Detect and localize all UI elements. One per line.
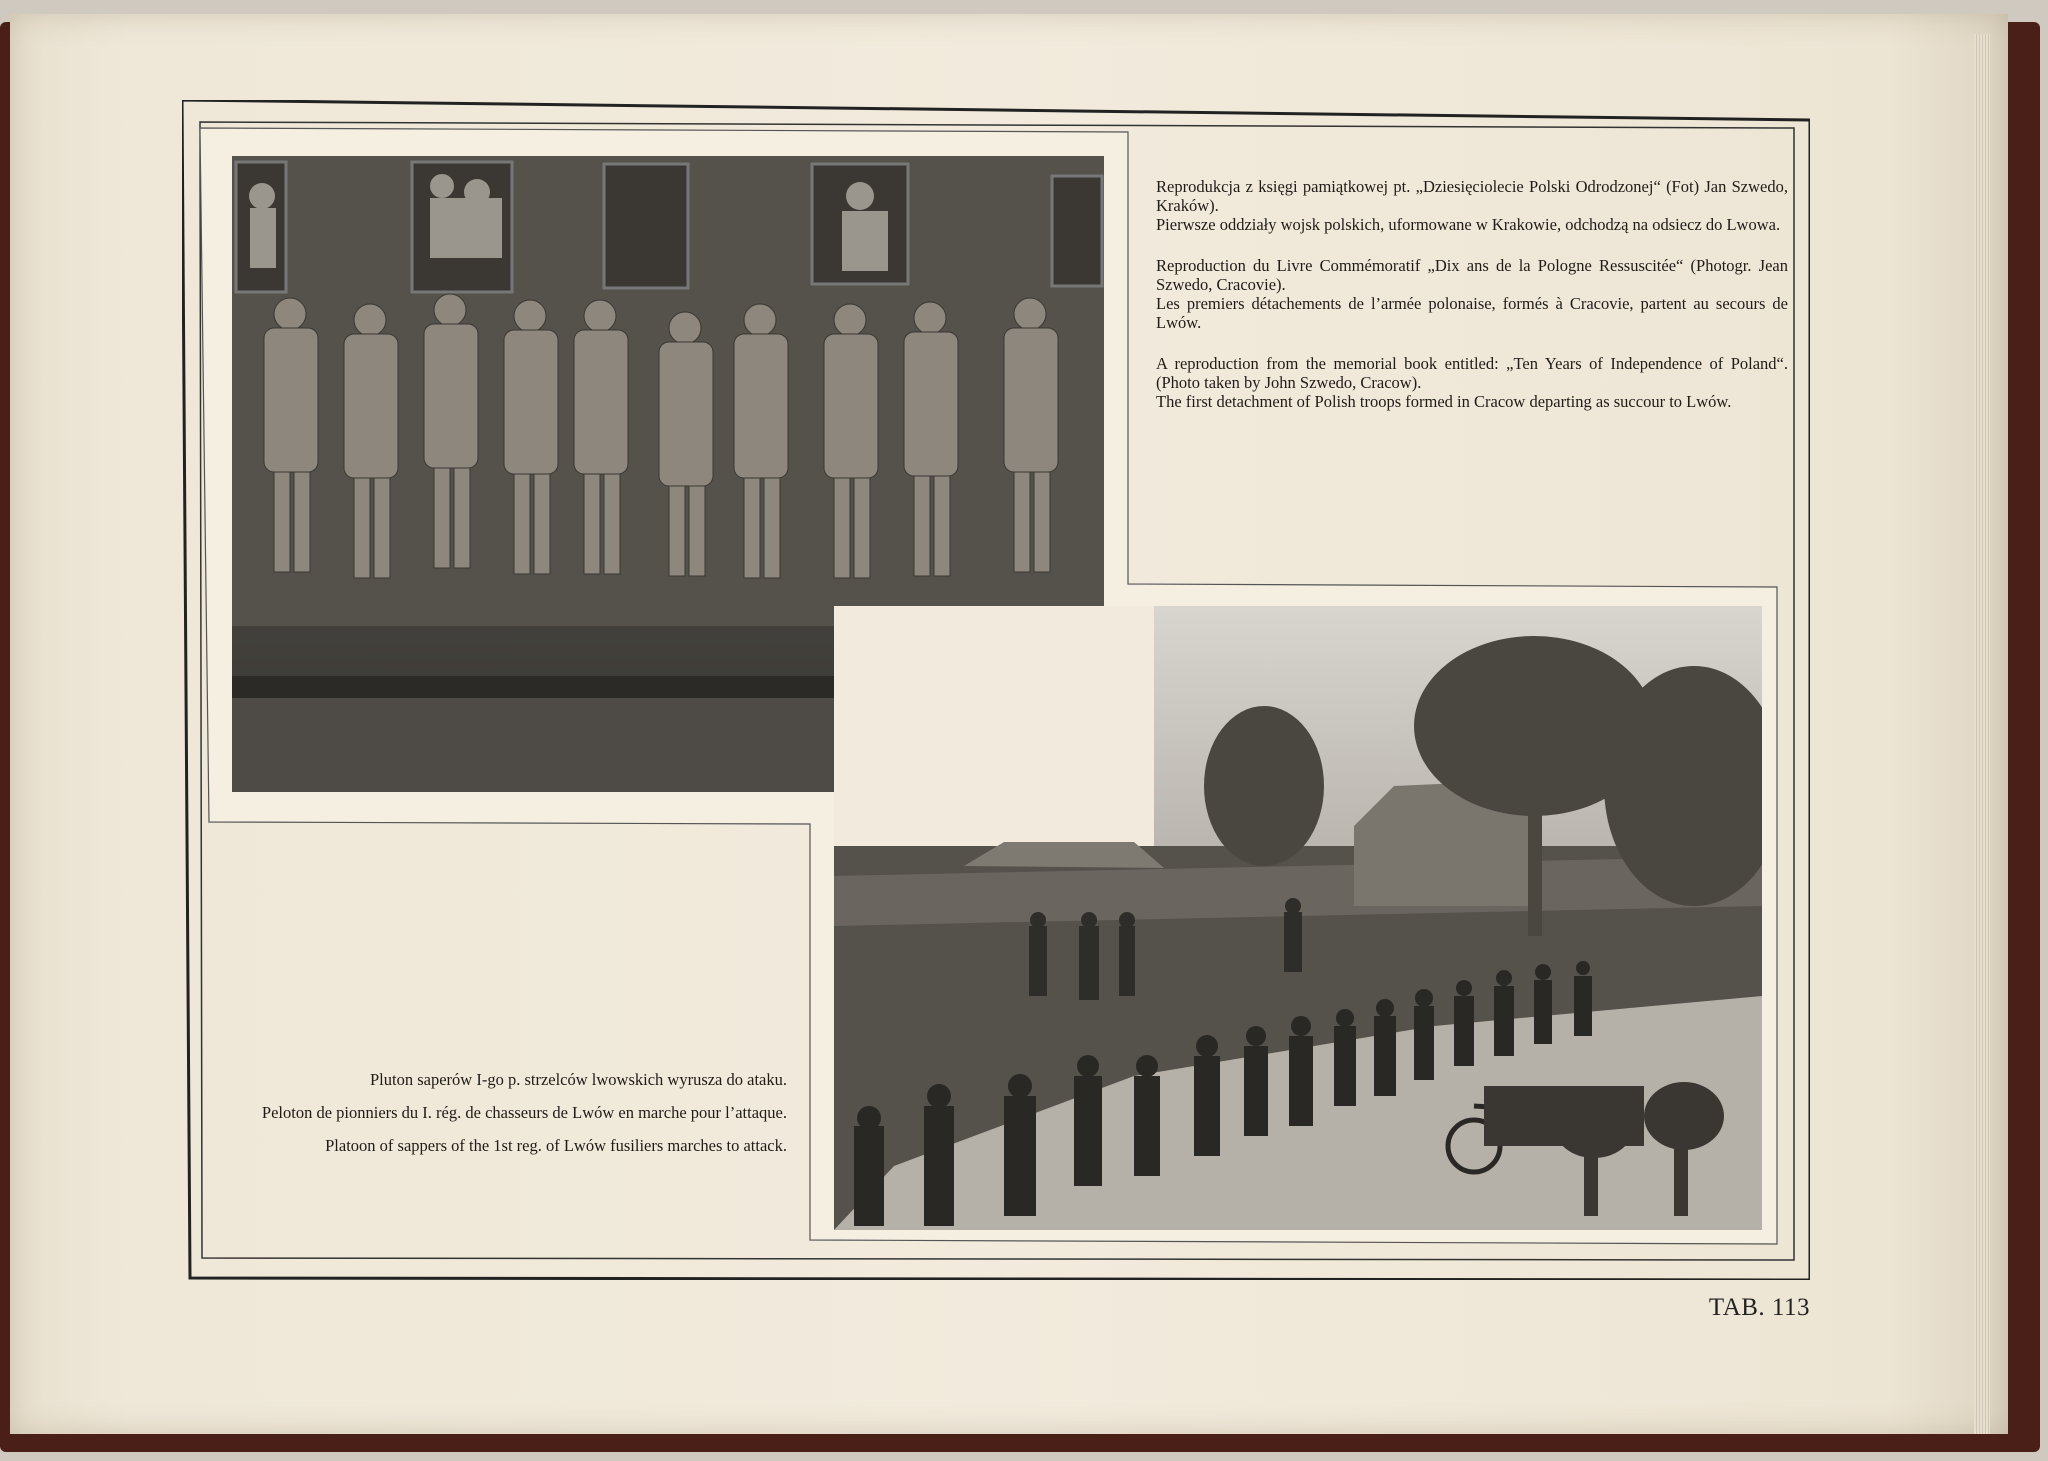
photo-sappers-marching (834, 606, 1762, 1230)
caption-french-source: Reproduction du Livre Commémoratif „Dix ans de la Pologne Ressuscitée“ (Photogr. Jean Szwedo, Cracovie). (1156, 256, 1788, 294)
caption-english-source: A reproduction from the memorial book entitled: „Ten Years of Independence of Poland“. (Photo taken by John Szwedo, Cracow). (1156, 354, 1788, 392)
caption-sappers-english: Platoon of sappers of the 1st reg. of Lwów fusiliers marches to attack. (325, 1136, 787, 1155)
caption-french-text: Les premiers détachements de l’armée polonaise, formés à Cracovie, partent au secours de Lwów. (1156, 294, 1788, 332)
caption-english-text: The first detachment of Polish troops formed in Cracow departing as succour to Lwów. (1156, 392, 1732, 411)
caption-sappers-french: Peloton de pionniers du I. rég. de chasseurs de Lwów en marche pour l’attaque. (261, 1103, 787, 1122)
caption-polish-text: Pierwsze oddziały wojsk polskich, uformowane w Krakowie, odchodzą na odsiecz do Lwowa. (1156, 215, 1781, 234)
caption-sappers (205, 1070, 787, 1169)
caption-train-departure (1156, 177, 1788, 411)
caption-sappers-polish: Pluton saperów I-go p. strzelców lwowskich wyrusza do ataku. (370, 1070, 787, 1089)
caption-polish-source: Reprodukcja z księgi pamiątkowej pt. „Dziesięciolecie Polski Odrodzonej“ (Fot) Jan Szwedo, Kraków). (1156, 177, 1788, 215)
plate-number: TAB. 113 (1708, 1294, 1810, 1321)
page-edges (1974, 34, 1990, 1434)
